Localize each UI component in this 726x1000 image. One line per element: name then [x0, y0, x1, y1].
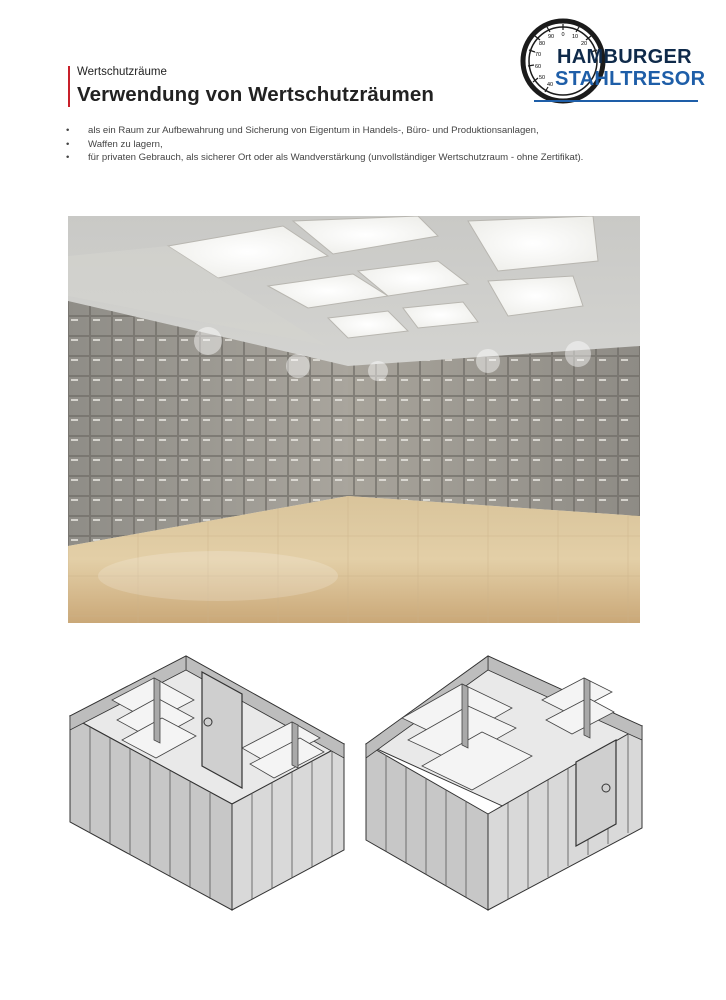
- page-header: [68, 66, 434, 107]
- page-title: Verwendung von Wertschutzräumen: [77, 83, 434, 106]
- vault-isometric-drawing-left: [62, 648, 352, 916]
- list-item: • als ein Raum zur Aufbewahrung und Sicherung von Eigentum in Handels-, Büro- und Produktionsanlagen,: [66, 124, 626, 138]
- svg-text:90: 90: [547, 34, 555, 40]
- svg-text:20: 20: [580, 41, 588, 47]
- list-item: • Waffen zu lagern,: [66, 138, 626, 152]
- brand-logo: [519, 16, 706, 106]
- svg-text:0: 0: [561, 32, 565, 38]
- logo-line-2: STAHLTRESOR: [555, 68, 706, 90]
- svg-text:50: 50: [538, 75, 546, 81]
- svg-text:80: 80: [538, 41, 546, 47]
- usage-list: [66, 124, 626, 165]
- list-item: • für privaten Gebrauch, als sicherer Ort oder als Wandverstärkung (unvollständiger Wertschutzraum - ohne Zertifikat).: [66, 151, 626, 165]
- section-kicker: Wertschutzräume: [77, 66, 167, 78]
- svg-text:60: 60: [534, 64, 542, 70]
- svg-text:70: 70: [534, 52, 542, 58]
- logo-wordmark: [557, 46, 705, 90]
- svg-text:10: 10: [571, 34, 579, 40]
- vault-isometric-drawing-right: [362, 648, 652, 916]
- svg-text:40: 40: [546, 82, 554, 88]
- logo-line-1: HAMBURGER: [557, 46, 692, 68]
- vault-room-photo: [68, 216, 640, 623]
- logo-underline: [534, 100, 698, 102]
